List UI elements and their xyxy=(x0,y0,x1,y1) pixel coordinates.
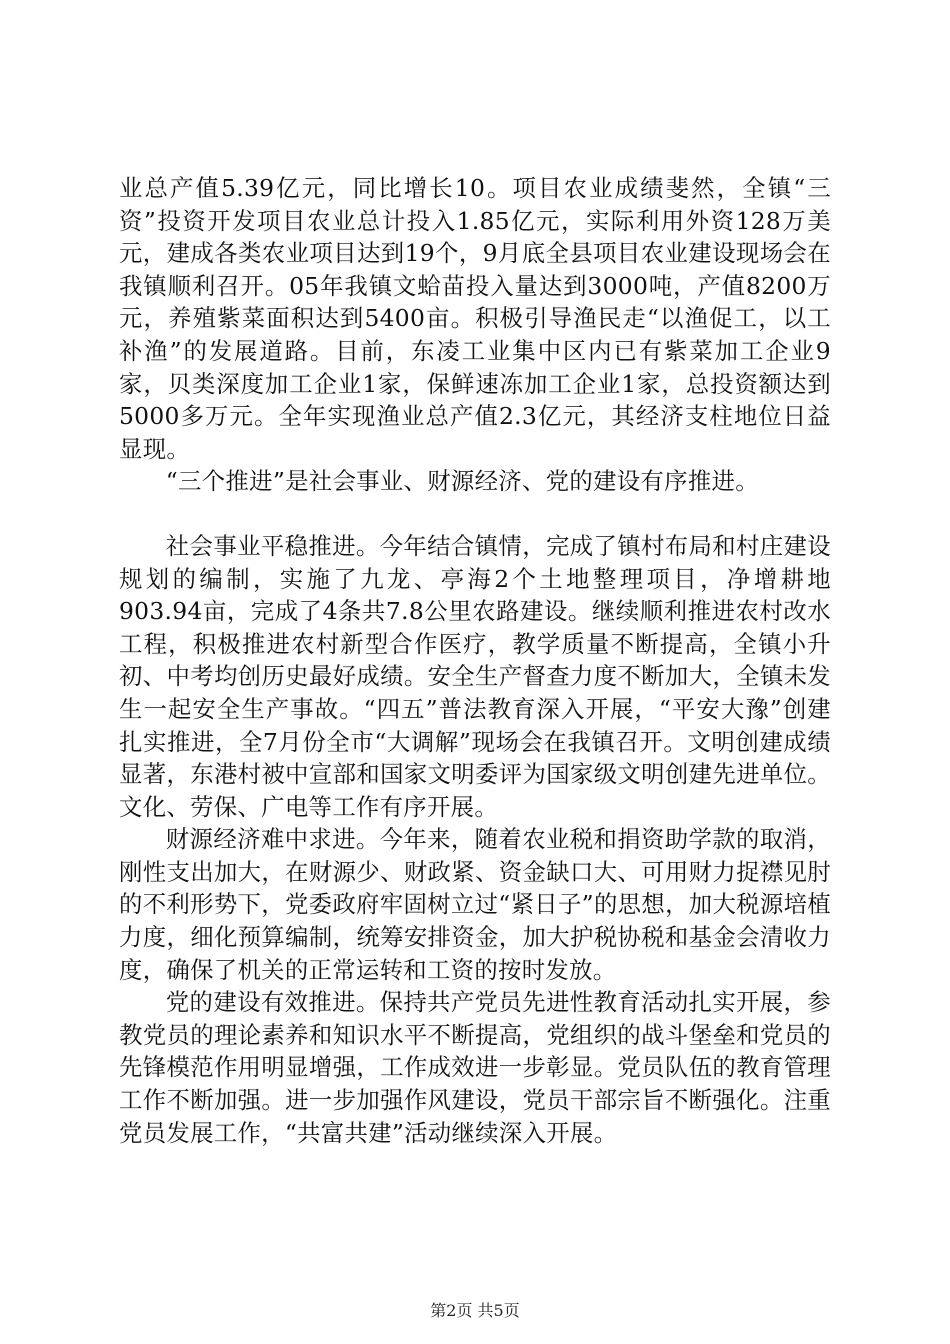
paragraph-finance-economy: 财源经济难中求进。今年来，随着农业税和捐资助学款的取消，刚性支出加大，在财源少、财政紧、资金缺口大、可用财力捉襟见肘的不利形势下，党委政府牢固树立过“紧日子”的思想，加大税源培植力度，细化预算编制，统筹安排资金，加大护税协税和基金会清收力度，确保了机关的正常运转和工资的按时发放。 xyxy=(119,825,831,984)
paragraph-gap xyxy=(119,498,831,530)
paragraph-social-affairs: 社会事业平稳推进。今年结合镇情，完成了镇村布局和村庄建设规划的编制，实施了九龙、亭海2个土地整理项目，净增耕地903.94亩，完成了4条共7.8公里农路建设。继续顺利推进农村改水工程，积极推进农村新型合作医疗，教学质量不断提高，全镇小升初、中考均创历史最好成绩。安全生产督查力度不断加大，全镇未发生一起安全生产事故。“四五”普法教育深入开展，“平安大豫”创建扎实推进，全7月份全市“大调解”现场会在我镇召开。文明创建成绩显著，东港村被中宣部和国家文明委评为国家级文明创建先进单位。文化、劳保、广电等工作有序开展。 xyxy=(119,531,831,821)
paragraph-agriculture-fishery: 业总产值5.39亿元，同比增长10。项目农业成绩斐然，全镇“三资”投资开发项目农业总计投入1.85亿元，实际利用外资128万美元，建成各类农业项目达到19个，9月底全县项目农业建设现场会在我镇顺利召开。05年我镇文蛤苗投入量达到3000吨，产值8200万元，养殖紫菜面积达到5400亩。积极引导渔民走“以渔促工，以工补渔”的发展道路。目前，东凌工业集中区内已有紫菜加工企业9家，贝类深度加工企业1家，保鲜速冻加工企业1家，总投资额达到5000多万元。全年实现渔业总产值2.3亿元，其经济支柱地位日益显现。 xyxy=(119,174,831,463)
page-footer: 第2页 共5页 xyxy=(430,1301,520,1320)
document-body xyxy=(119,172,831,1149)
paragraph-three-advances: “三个推进”是社会事业、财源经济、党的建设有序推进。 xyxy=(165,467,759,496)
paragraph-party-building: 党的建设有效推进。保持共产党员先进性教育活动扎实开展，参教党员的理论素养和知识水平不断提高，党组织的战斗堡垒和党员的先锋模范作用明显增强，工作成效进一步彰显。党员队伍的教育管理工作不断加强。进一步加强作风建设，党员干部宗旨不断强化。注重党员发展工作，“共富共建”活动继续深入开展。 xyxy=(119,988,831,1147)
